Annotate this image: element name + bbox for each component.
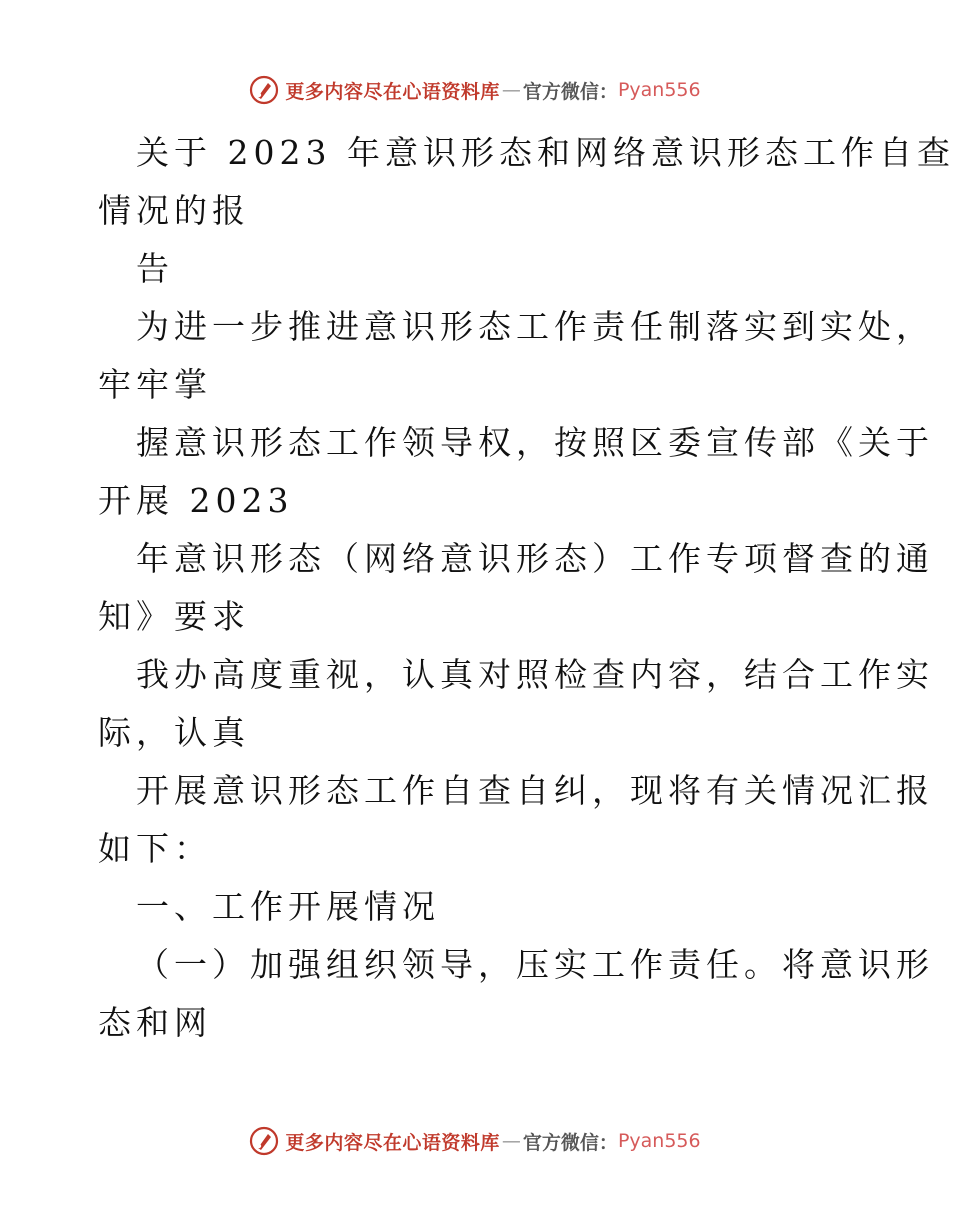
watermark-channel-text: 官方微信： <box>522 80 618 103</box>
document-body <box>98 124 955 1052</box>
footer-watermark <box>0 1121 950 1161</box>
paragraph-line: （一）加强组织领导，压实工作责任。将意识形 <box>136 945 934 984</box>
paragraph-line: 握意识形态工作领导权，按照区委宣传部《关于 <box>136 423 934 462</box>
quill-pen-circle-icon <box>249 75 279 105</box>
paragraph-line: 年意识形态（网络意识形态）工作专项督查的通 <box>136 539 934 578</box>
paragraph-line: 为进一步推进意识形态工作责任制落实到实处， <box>136 307 934 346</box>
title-line-2: 情况的报 <box>98 191 250 230</box>
watermark-wechat-id: Pyan556 <box>617 79 701 101</box>
title-line-3: 告 <box>136 249 174 288</box>
title-line-1: 关于 2023 年意识形态和网络意识形态工作自查 <box>136 133 955 172</box>
watermark-dash: — <box>501 79 521 101</box>
section-heading: 一、工作开展情况 <box>136 887 440 926</box>
paragraph-line: 如下： <box>98 829 212 868</box>
paragraph-line: 牢牢掌 <box>98 365 212 404</box>
paragraph-line: 开展 2023 <box>98 481 294 520</box>
watermark-main-text: 更多内容尽在心语资料库 <box>285 1131 500 1154</box>
paragraph-line: 开展意识形态工作自查自纠，现将有关情况汇报 <box>136 771 934 810</box>
watermark-main-text: 更多内容尽在心语资料库 <box>285 80 500 103</box>
header-watermark <box>0 70 950 110</box>
paragraph-line: 际，认真 <box>98 713 250 752</box>
paragraph-line: 知》要求 <box>98 597 250 636</box>
quill-pen-circle-icon <box>249 1126 279 1156</box>
watermark-wechat-id: Pyan556 <box>617 1130 701 1152</box>
watermark-channel-text: 官方微信： <box>522 1131 618 1154</box>
paragraph-line: 态和网 <box>98 1003 212 1042</box>
paragraph-line: 我办高度重视，认真对照检查内容，结合工作实 <box>136 655 934 694</box>
watermark-dash: — <box>501 1130 521 1152</box>
